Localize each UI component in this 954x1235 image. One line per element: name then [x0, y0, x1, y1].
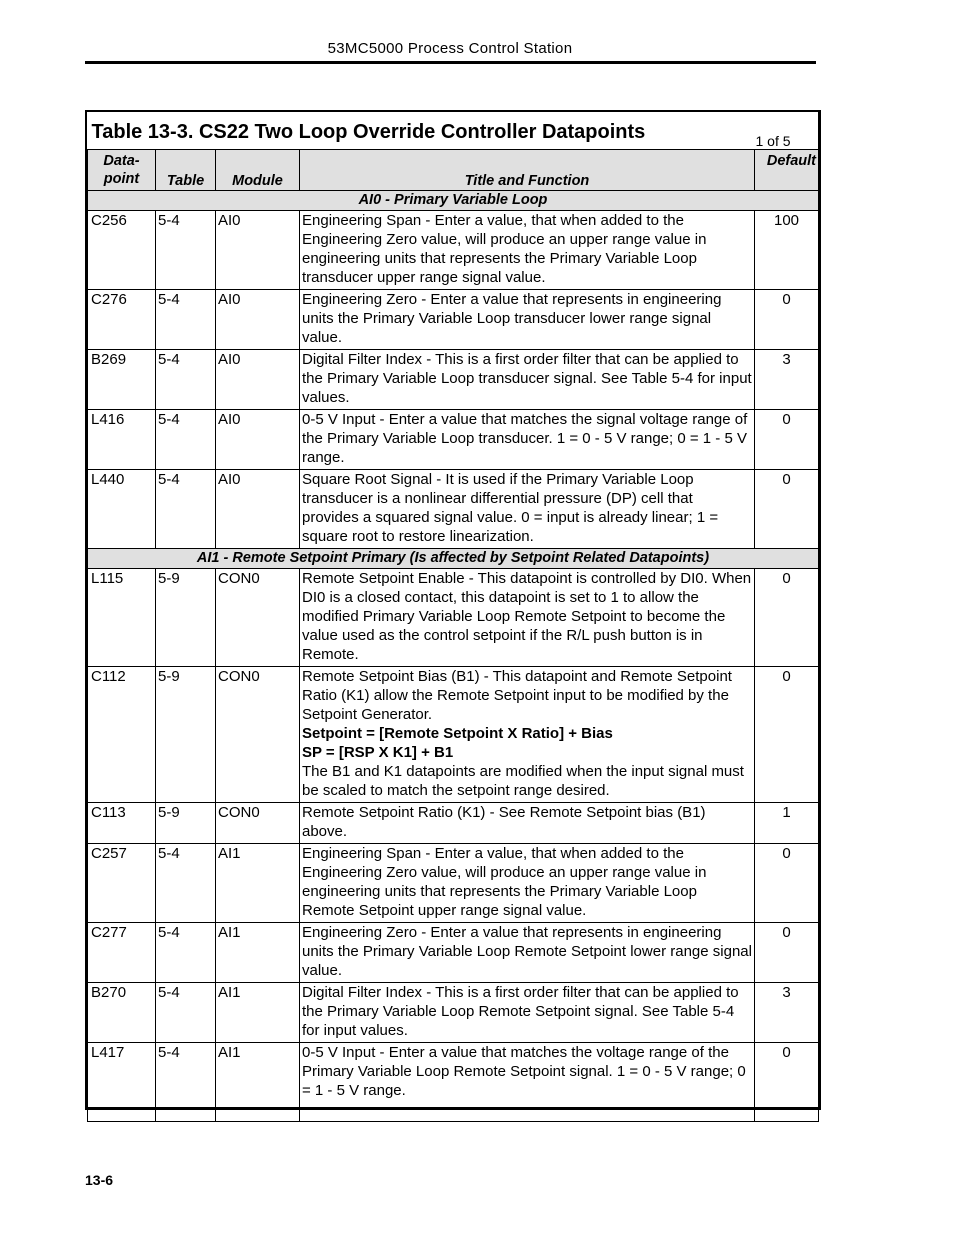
default-value-cell: 0: [755, 667, 819, 803]
module-cell: AI1: [216, 983, 300, 1043]
title-function-cell: [300, 983, 755, 1043]
datapoint-cell: C277: [88, 923, 156, 983]
default-value-cell: 3: [755, 350, 819, 410]
title-function-cell: [300, 923, 755, 983]
datapoint-cell: B270: [88, 983, 156, 1043]
default-value-cell: 0: [755, 1043, 819, 1122]
table-row: [88, 569, 819, 667]
table-row: [88, 803, 819, 844]
header-rule: [85, 61, 816, 64]
datapoint-cell: L440: [88, 470, 156, 549]
description-text: Remote Setpoint Enable - This datapoint is controlled by DI0. When DI0 is a closed contact, this datapoint is set to 1 to allow the modified Primary Variable Loop Remote Setpoint to become the value used as the control setpoint if the R/L push button is in Remote.: [302, 570, 752, 663]
table-row: [88, 983, 819, 1043]
default-value-cell: 0: [755, 569, 819, 667]
table-ref-cell: 5-4: [156, 410, 216, 470]
datapoint-cell: L416: [88, 410, 156, 470]
col-header-table: Table: [156, 150, 216, 191]
datapoint-cell: C112: [88, 667, 156, 803]
title-function-cell: [300, 470, 755, 549]
default-value-cell: 0: [755, 923, 819, 983]
description-text: Remote Setpoint Bias (B1) - This datapoint and Remote Setpoint Ratio (K1) allow the Remote Setpoint input to be modified by the Setpoint Generator.: [302, 668, 732, 723]
table-row: [88, 350, 819, 410]
description-text: Engineering Zero - Enter a value that represents in engineering units the Primary Variable Loop transducer lower range signal value.: [302, 291, 722, 346]
default-value-cell: 1: [755, 803, 819, 844]
table-ref-cell: 5-4: [156, 923, 216, 983]
table-row: [88, 470, 819, 549]
title-function-cell: [300, 803, 755, 844]
default-value-cell: 0: [755, 410, 819, 470]
description-text: 0-5 V Input - Enter a value that matches the signal voltage range of the Primary Variable Loop transducer. 1 = 0 - 5 V range; 0 = 1 - 5 V range.: [302, 411, 748, 466]
description-text: Digital Filter Index - This is a first order filter that can be applied to the Primary Variable Loop transducer signal. See Table 5-4 for input values.: [302, 351, 752, 406]
module-cell: CON0: [216, 667, 300, 803]
datapoint-cell: C276: [88, 290, 156, 350]
section-header-row: [88, 191, 819, 211]
description-text: Engineering Span - Enter a value, that when added to the Engineering Zero value, will produce an upper range value in engineering units that represents the Primary Variable Loop Remote Setpoint upper range signal value.: [302, 845, 707, 919]
column-header-row: [88, 150, 819, 191]
table-row: [88, 923, 819, 983]
formula-text: Setpoint = [Remote Setpoint X Ratio] + Bias: [302, 725, 613, 742]
datapoint-cell: C113: [88, 803, 156, 844]
title-function-cell: [300, 569, 755, 667]
col-header-module: Module: [216, 150, 300, 191]
datapoints-table: [87, 112, 819, 1122]
table-title: Table 13-3. CS22 Two Loop Override Controller Datapoints: [91, 121, 646, 143]
description-text: Remote Setpoint Ratio (K1) - See Remote Setpoint bias (B1) above.: [302, 804, 706, 840]
table-ref-cell: 5-4: [156, 211, 216, 290]
table-title-row: [88, 112, 819, 150]
title-function-cell: [300, 844, 755, 923]
module-cell: AI0: [216, 350, 300, 410]
module-cell: AI1: [216, 1043, 300, 1122]
module-cell: AI0: [216, 410, 300, 470]
table-ref-cell: 5-9: [156, 569, 216, 667]
table-ref-cell: 5-4: [156, 350, 216, 410]
table-ref-cell: 5-4: [156, 844, 216, 923]
table-body: [88, 191, 819, 1122]
col-header-datapoint-line1: Data-: [103, 153, 140, 169]
col-header-default: Default: [755, 150, 819, 191]
default-value-cell: 0: [755, 844, 819, 923]
default-value-cell: 0: [755, 470, 819, 549]
title-function-cell: [300, 410, 755, 470]
datapoint-cell: L417: [88, 1043, 156, 1122]
table-ref-cell: 5-9: [156, 803, 216, 844]
col-header-title-function: Title and Function: [300, 150, 755, 191]
table-ref-cell: 5-4: [156, 290, 216, 350]
module-cell: AI0: [216, 290, 300, 350]
table-row: [88, 667, 819, 803]
module-cell: AI1: [216, 923, 300, 983]
page-header: 53MC5000 Process Control Station: [327, 40, 573, 57]
col-header-datapoint-line2: point: [103, 171, 140, 187]
module-cell: AI0: [216, 470, 300, 549]
section-header-row: [88, 549, 819, 569]
module-cell: AI1: [216, 844, 300, 923]
module-cell: CON0: [216, 803, 300, 844]
description-text: Digital Filter Index - This is a first order filter that can be applied to the Primary Variable Loop Remote Setpoint signal. See Table 5-4 for input values.: [302, 984, 739, 1039]
title-function-cell: [300, 1043, 755, 1122]
table-row: [88, 290, 819, 350]
table-row: [88, 211, 819, 290]
description-text-continued: The B1 and K1 datapoints are modified when the input signal must be scaled to match the setpoint range desired.: [302, 763, 744, 799]
formula-text: SP = [RSP X K1] + B1: [302, 744, 454, 761]
title-function-cell: [300, 290, 755, 350]
table-ref-cell: 5-4: [156, 983, 216, 1043]
module-cell: CON0: [216, 569, 300, 667]
section-heading: AI0 - Primary Variable Loop: [88, 191, 819, 211]
table-ref-cell: 5-4: [156, 1043, 216, 1122]
title-function-cell: [300, 667, 755, 803]
table-row: [88, 1043, 819, 1122]
datapoints-table-frame: [85, 110, 821, 1110]
default-value-cell: 0: [755, 290, 819, 350]
table-row: [88, 410, 819, 470]
table-row: [88, 844, 819, 923]
section-heading: AI1 - Remote Setpoint Primary (Is affected by Setpoint Related Datapoints): [88, 549, 819, 569]
datapoint-cell: L115: [88, 569, 156, 667]
datapoint-cell: C256: [88, 211, 156, 290]
title-function-cell: [300, 350, 755, 410]
table-page-indicator: 1 of 5: [755, 133, 791, 149]
page-number: 13-6: [85, 1172, 114, 1188]
table-ref-cell: 5-4: [156, 470, 216, 549]
description-text: Engineering Span - Enter a value, that when added to the Engineering Zero value, will produce an upper range value in engineering units that represents the Primary Variable Loop transducer upper range signal value.: [302, 212, 707, 286]
description-text: 0-5 V Input - Enter a value that matches the voltage range of the Primary Variable Loop Remote Setpoint signal. 1 = 0 - 5 V range; 0 = 1 - 5 V range.: [302, 1044, 746, 1099]
datapoint-cell: B269: [88, 350, 156, 410]
description-text: Engineering Zero - Enter a value that represents in engineering units the Primary Variable Loop Remote Setpoint lower range signal value.: [302, 924, 752, 979]
default-value-cell: 3: [755, 983, 819, 1043]
module-cell: AI0: [216, 211, 300, 290]
table-ref-cell: 5-9: [156, 667, 216, 803]
title-function-cell: [300, 211, 755, 290]
default-value-cell: 100: [755, 211, 819, 290]
col-header-datapoint: [88, 150, 156, 191]
datapoint-cell: C257: [88, 844, 156, 923]
description-text: Square Root Signal - It is used if the Primary Variable Loop transducer is a nonlinear differential pressure (DP) cell that provides a squared signal value. 0 = input is already linear; 1 = square root to restore linearization.: [302, 471, 719, 545]
